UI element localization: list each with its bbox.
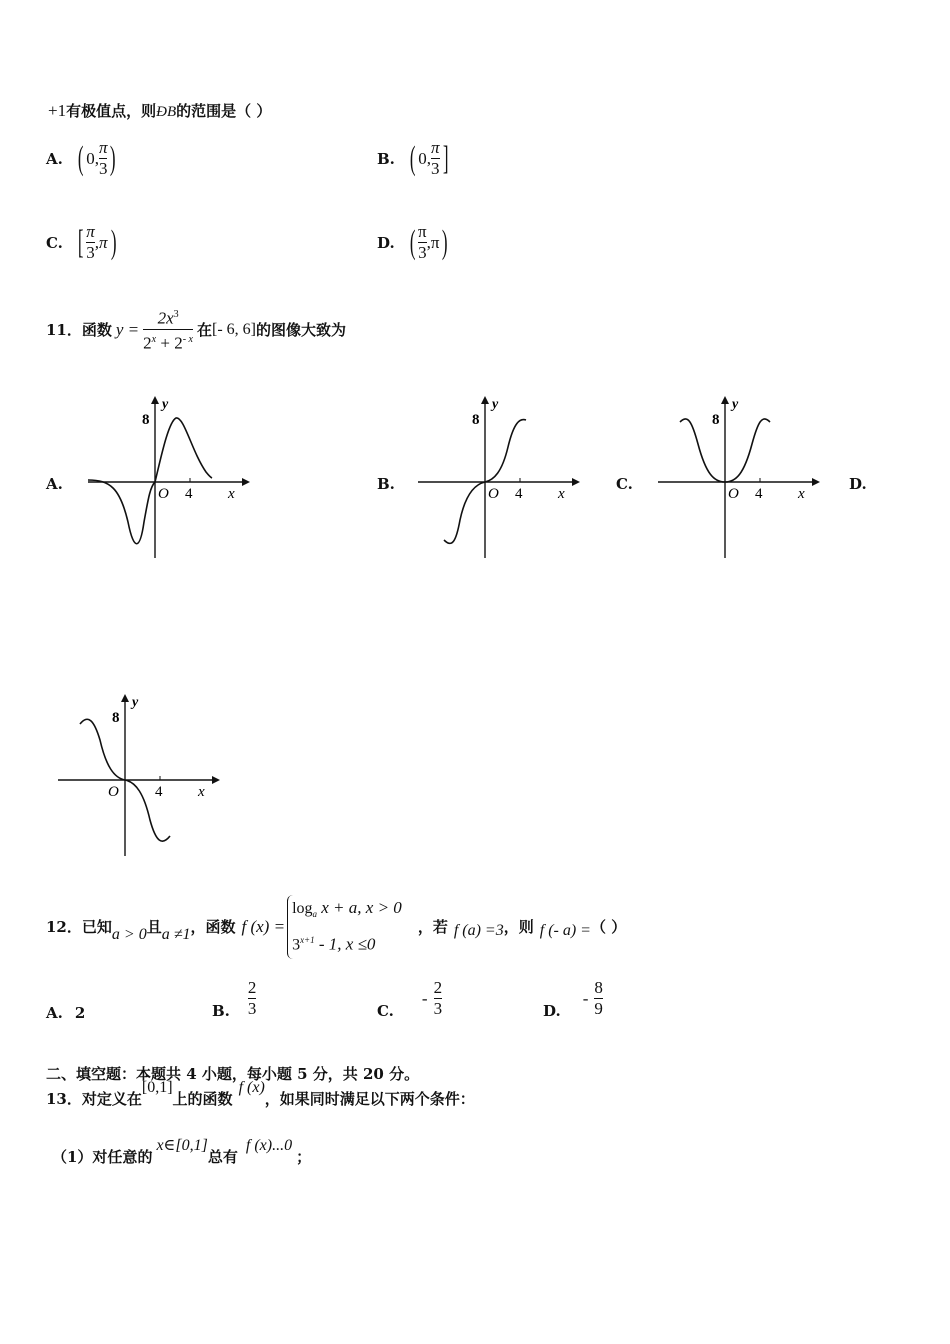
x-tick-label: 4 [755, 486, 763, 502]
case-2-rest: - 1, x ≤0 [314, 934, 376, 954]
q11-option-b-label[interactable]: B. [377, 475, 395, 493]
q10-text-1: 有极值点，则 [66, 102, 157, 120]
fraction [99, 138, 108, 179]
x-axis-label: x [198, 784, 205, 800]
q13-text-1: 对定义在 [81, 1090, 142, 1108]
q12-text-5: ，则 [503, 918, 534, 937]
q10-option-b[interactable] [377, 138, 451, 179]
denominator-base: 2 [143, 333, 152, 353]
x-axis-label: x [558, 486, 565, 502]
origin-label: O [108, 784, 119, 800]
x-axis-label: x [798, 486, 805, 502]
origin-label: O [728, 486, 739, 502]
q10-option-a[interactable] [46, 138, 119, 179]
interval: [- 6, 6] [212, 320, 256, 338]
denominator: 9 [594, 999, 603, 1018]
fraction [86, 222, 95, 263]
option-label: A. [46, 1004, 63, 1022]
graph-d [50, 690, 220, 860]
right-bracket: ) [110, 139, 116, 177]
q12-option-b[interactable] [212, 978, 256, 1019]
option-content: ,π [426, 232, 440, 252]
q10-text-2: 的范围是（ ） [176, 102, 272, 120]
denominator: 3 [433, 999, 443, 1018]
piecewise-cases [287, 895, 402, 959]
minus-sign: - [582, 988, 589, 1008]
q11-option-a-label[interactable]: A. [46, 475, 63, 493]
condition-prefix: （1）对任意的 [52, 1148, 153, 1166]
numerator: 2 [433, 978, 443, 997]
y-equals: y = [115, 319, 140, 339]
condition-end: ； [296, 1148, 312, 1166]
y-tick-label: 8 [142, 412, 150, 428]
option-label: D. [543, 1001, 561, 1020]
denominator: 3 [247, 999, 257, 1018]
q13-text-3: ，如果同时满足以下两个条件： [264, 1090, 475, 1108]
denominator: 3 [431, 159, 440, 178]
y-axis-label: y [732, 397, 739, 412]
numerator: 2 [247, 978, 257, 997]
right-bracket: ) [110, 223, 117, 261]
graph-a [80, 392, 250, 562]
option-value: 2 [74, 1004, 86, 1022]
x-tick-label: 4 [515, 486, 523, 502]
exponent: - x [182, 334, 193, 346]
function-fraction [143, 305, 193, 355]
fraction [594, 978, 603, 1019]
q11-text-3: 的图像大致为 [256, 321, 347, 340]
x-axis-label: x [228, 486, 235, 502]
log-base: a [312, 909, 318, 920]
option-label: A. [46, 149, 63, 168]
condition-mid: 总有 [207, 1148, 238, 1166]
option-content: 0, [86, 148, 99, 168]
denominator: 3 [418, 243, 427, 262]
condition-1: a > 0 [111, 925, 147, 943]
option-label: D. [377, 233, 395, 252]
q12-text-1: 已知 [81, 918, 112, 937]
numerator: 8 [594, 978, 603, 997]
right-bracket: ) [442, 223, 448, 261]
numerator: π [98, 138, 108, 157]
left-bracket: ( [77, 139, 84, 177]
left-bracket: [ [77, 223, 84, 261]
origin-label: O [158, 486, 169, 502]
numerator: π [86, 222, 95, 241]
q12-text-4: ，若 [417, 918, 448, 937]
q11-text-2: 在 [197, 321, 213, 340]
q10-stem [48, 100, 271, 121]
y-axis-label: y [492, 397, 499, 412]
q11-option-c-label[interactable]: C. [616, 475, 633, 493]
y-axis-label: y [162, 397, 169, 412]
q12-stem [46, 895, 626, 959]
q12-option-d[interactable] [543, 978, 603, 1019]
numerator: 2x [157, 308, 174, 328]
left-bracket: ( [409, 223, 416, 261]
fraction [431, 138, 440, 179]
question-number: 13． [46, 1090, 82, 1108]
y-tick-label: 8 [472, 412, 480, 428]
option-label: B. [377, 149, 395, 168]
fraction [248, 978, 257, 1019]
question-number: 12． [46, 918, 82, 937]
domain-interval: [0,1] [141, 1079, 173, 1096]
function-f: f (x) [238, 1079, 265, 1096]
f-of-a: f (a) =3 [453, 921, 504, 939]
y-tick-label: 8 [112, 710, 120, 726]
question-number: 11． [46, 321, 82, 340]
condition-math: x∈[0,1] [156, 1137, 208, 1154]
option-label: B. [212, 1001, 230, 1020]
exponent: x+1 [300, 935, 315, 946]
q10-math-prefix: +1 [48, 101, 67, 120]
q10-option-c[interactable] [46, 222, 119, 263]
option-content: 0, [418, 148, 431, 168]
x-tick-label: 4 [155, 784, 163, 800]
q11-text-1: 函数 [81, 321, 112, 340]
option-label: C. [46, 233, 63, 252]
x-tick-label: 4 [185, 486, 193, 502]
option-label: C. [377, 1001, 394, 1020]
case-2: 3 [292, 936, 301, 954]
denominator-plus: + 2 [156, 333, 183, 353]
q13-condition-1 [52, 1137, 312, 1167]
q12-text-6: （ ） [590, 918, 627, 937]
denominator: 3 [86, 243, 95, 262]
exponent: 3 [173, 309, 179, 320]
fraction [434, 978, 443, 1019]
denominator: 3 [98, 159, 108, 178]
fraction [418, 222, 427, 263]
condition-2: a ≠1 [161, 925, 191, 943]
q13-stem [46, 1079, 475, 1109]
graph-c [650, 392, 820, 562]
exponent: x [151, 334, 157, 346]
minus-sign: - [421, 988, 428, 1008]
y-axis-label: y [132, 695, 139, 710]
function-f: f (x) = [241, 916, 286, 936]
case-1-rest: x + a, x > 0 [317, 898, 402, 917]
numerator: π [418, 222, 427, 241]
q10-math-mid: ÐB [156, 104, 177, 120]
condition-math-2: f (x)...0 [245, 1137, 293, 1154]
q11-option-d-label[interactable]: D. [849, 475, 867, 493]
right-bracket: ] [442, 139, 449, 177]
q13-text-2: 上的函数 [172, 1090, 233, 1108]
f-of-neg-a: f (- a) = [539, 921, 591, 939]
q12-text-2: 且 [146, 918, 162, 937]
origin-label: O [488, 486, 499, 502]
q11-stem [46, 305, 346, 355]
y-tick-label: 8 [712, 412, 720, 428]
section-heading: 二、填空题：本题共 4 小题，每小题 5 分，共 20 分。 [46, 1065, 420, 1083]
graph-b [410, 392, 580, 562]
left-bracket: ( [409, 139, 416, 177]
numerator: π [430, 138, 440, 157]
q12-text-3: ，函数 [190, 918, 236, 937]
q10-option-d[interactable] [377, 222, 451, 263]
q12-option-c[interactable] [377, 978, 442, 1019]
q12-option-a[interactable] [46, 1004, 85, 1022]
option-content: ,π [94, 232, 108, 252]
case-1: log [292, 900, 313, 917]
